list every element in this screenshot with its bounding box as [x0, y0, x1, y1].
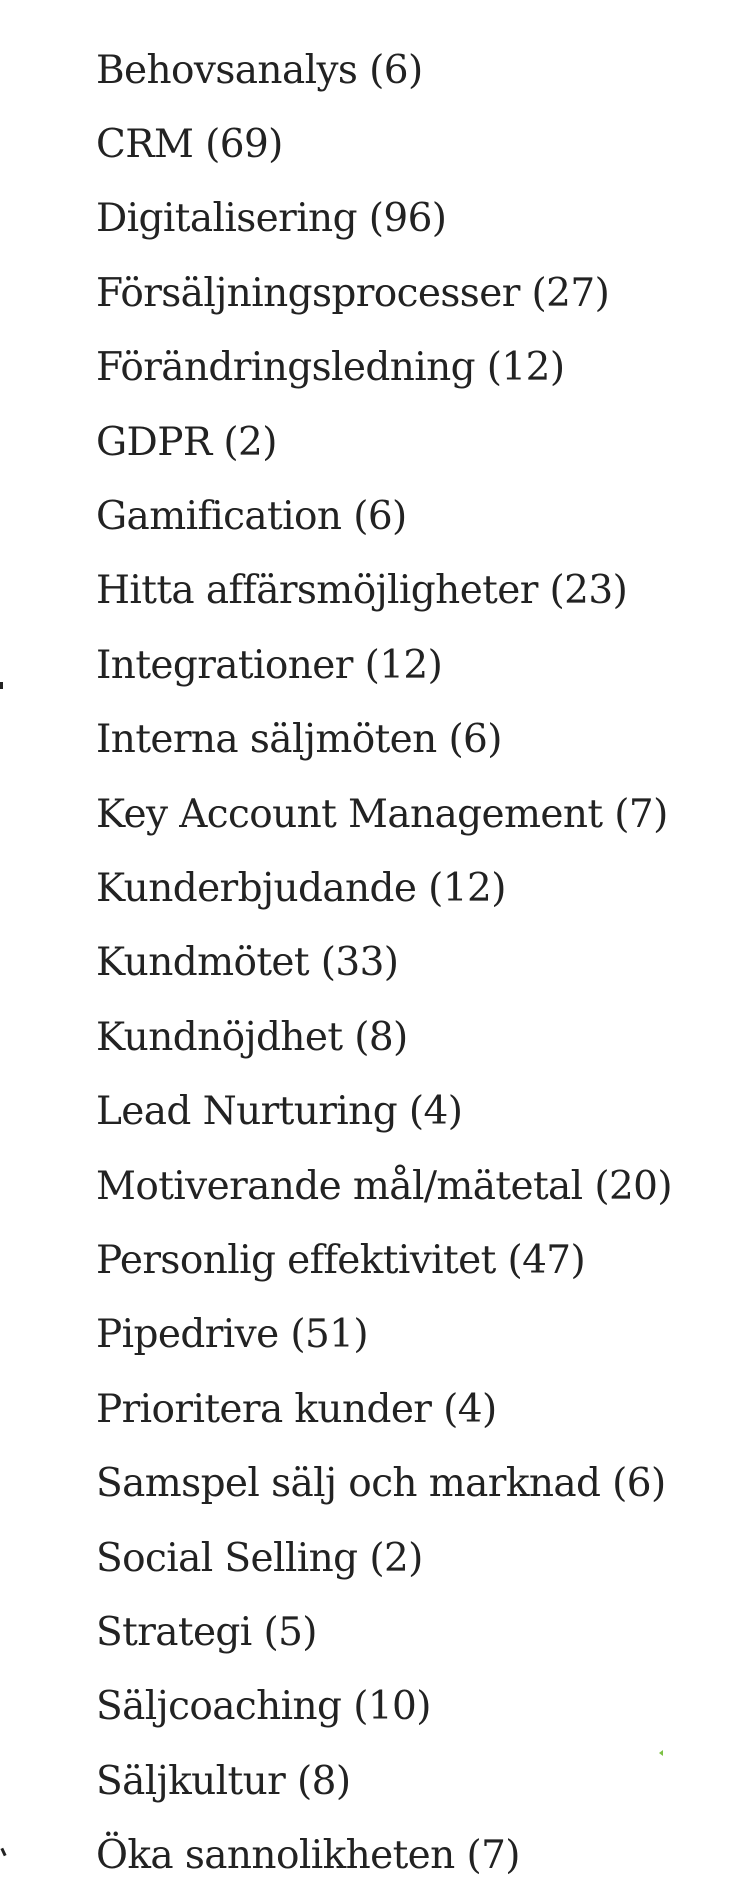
list-item: [96, 1223, 672, 1297]
stray-mark-bottom: [0, 1848, 6, 1857]
category-link-saljkultur[interactable]: Säljkultur (8): [96, 1758, 351, 1804]
list-item: [96, 777, 672, 851]
category-link-pipedrive[interactable]: Pipedrive (51): [96, 1312, 369, 1358]
category-list: [96, 33, 672, 1893]
list-item: [96, 1595, 672, 1669]
list-item: [96, 1670, 672, 1744]
list-item: [96, 256, 672, 330]
list-item: [96, 479, 672, 553]
category-link-gamification[interactable]: Gamification (6): [96, 494, 407, 540]
category-link-forsaljningsprocesser[interactable]: Försäljningsprocesser (27): [96, 270, 610, 316]
list-item: [96, 554, 672, 628]
list-item: [96, 703, 672, 777]
category-link-kunderbjudande[interactable]: Kunderbjudande (12): [96, 865, 506, 911]
list-item: [96, 926, 672, 1000]
category-link-forandringsledning[interactable]: Förändringsledning (12): [96, 345, 565, 391]
category-link-prioritera-kunder[interactable]: Prioritera kunder (4): [96, 1386, 497, 1432]
category-link-key-account-management[interactable]: Key Account Management (7): [96, 791, 668, 837]
list-item: [96, 1818, 672, 1892]
category-link-hitta-affarsmojligheter[interactable]: Hitta affärsmöjligheter (23): [96, 568, 628, 614]
list-item: [96, 628, 672, 702]
category-link-crm[interactable]: CRM (69): [96, 122, 283, 168]
category-link-samspel-salj-och-marknad[interactable]: Samspel sälj och marknad (6): [96, 1461, 666, 1507]
category-link-integrationer[interactable]: Integrationer (12): [96, 642, 443, 688]
list-item: [96, 1521, 672, 1595]
category-link-saljcoaching[interactable]: Säljcoaching (10): [96, 1684, 431, 1730]
category-link-social-selling[interactable]: Social Selling (2): [96, 1535, 423, 1581]
category-link-oka-sannolikheten[interactable]: Öka sannolikheten (7): [96, 1833, 520, 1879]
list-item: [96, 1298, 672, 1372]
list-item: [96, 182, 672, 256]
category-link-digitalisering[interactable]: Digitalisering (96): [96, 196, 447, 242]
list-item: [96, 1372, 672, 1446]
category-link-motiverande-mal-matetal[interactable]: Motiverande mål/mätetal (20): [96, 1163, 673, 1209]
list-item: [96, 107, 672, 181]
category-link-gdpr[interactable]: GDPR (2): [96, 419, 277, 465]
list-item: [96, 1744, 672, 1818]
list-item: [96, 1446, 672, 1520]
category-link-kundnojdhet[interactable]: Kundnöjdhet (8): [96, 1014, 408, 1060]
category-link-interna-saljmoten[interactable]: Interna säljmöten (6): [96, 717, 502, 763]
stray-mark-left: [0, 682, 3, 689]
list-item: [96, 331, 672, 405]
list-item: [96, 1074, 672, 1148]
category-link-lead-nurturing[interactable]: Lead Nurturing (4): [96, 1089, 463, 1135]
list-item: [96, 405, 672, 479]
list-item: [96, 1149, 672, 1223]
category-link-strategi[interactable]: Strategi (5): [96, 1609, 317, 1655]
list-item: [96, 1000, 672, 1074]
category-link-behovsanalys[interactable]: Behovsanalys (6): [96, 47, 423, 93]
list-item: [96, 851, 672, 925]
category-link-personlig-effektivitet[interactable]: Personlig effektivitet (47): [96, 1237, 586, 1283]
list-item: [96, 33, 672, 107]
category-link-kundmotet[interactable]: Kundmötet (33): [96, 940, 399, 986]
